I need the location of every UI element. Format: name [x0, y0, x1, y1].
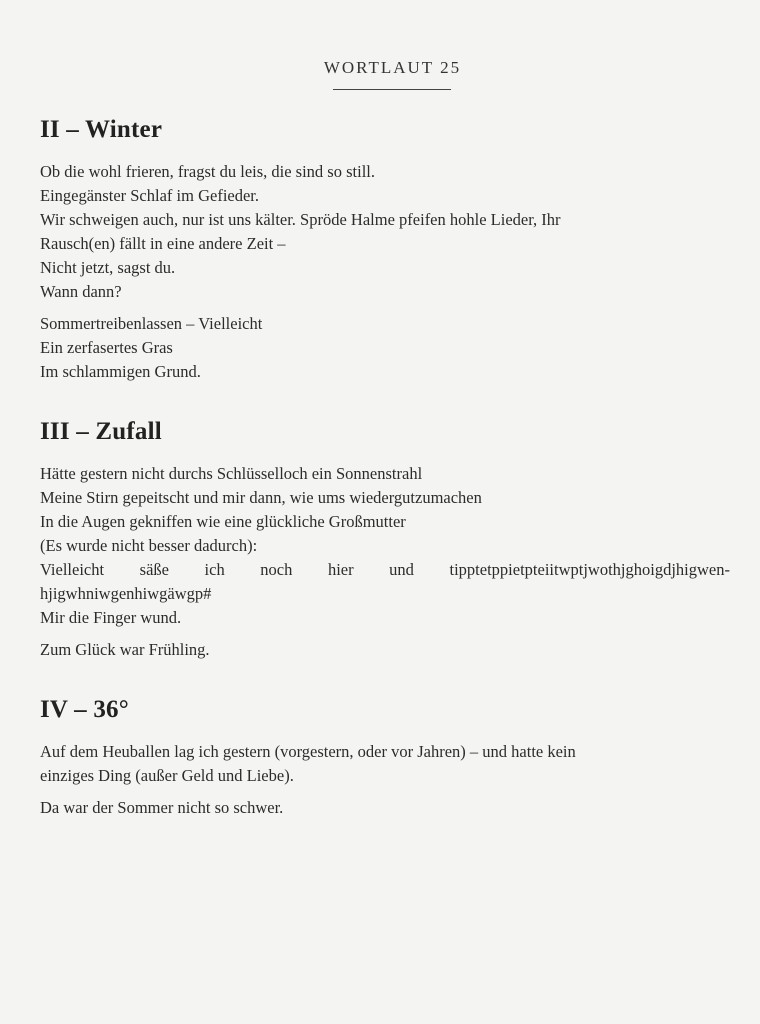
poem-line: Mir die Finger wund.: [40, 608, 182, 627]
poem-line: Meine Stirn gepeitscht und mir dann, wie ums wiedergutzumachen: [40, 488, 482, 507]
poem-line: Eingegänster Schlaf im Gefieder.: [40, 186, 260, 205]
running-head-title: WORTLAUT 25: [323, 58, 462, 77]
section-heading: IV – 36°: [40, 696, 129, 723]
poem-line: Nicht jetzt, sagst du.: [40, 258, 176, 277]
poem-line: Wir schweigen auch, nur ist uns kälter. Spröde Halme pfeifen hohle Lieder, Ihr: [40, 210, 561, 229]
poem-line: Zum Glück war Frühling.: [40, 640, 210, 659]
section-heading: II – Winter: [40, 116, 163, 143]
poem-line: Sommertreibenlassen – Vielleicht: [40, 314, 263, 333]
poem-line: Vielleicht säße ich noch hier und tipptetppietpteiitwptjwothjghoigdjhigwen-: [40, 560, 730, 579]
prose-line: Da war der Sommer nicht so schwer.: [40, 798, 284, 817]
running-head: [0, 58, 760, 90]
poem-line: hjigwhniwgenhiwgäwgp#: [40, 584, 212, 603]
running-head-rule: [333, 89, 451, 90]
poem-line: Im schlammigen Grund.: [40, 362, 201, 381]
stanza: [40, 638, 730, 662]
stanza: [40, 740, 730, 788]
poem-line: Hätte gestern nicht durchs Schlüsselloch ein Sonnenstrahl: [40, 464, 423, 483]
poem-line: (Es wurde nicht besser dadurch):: [40, 536, 258, 555]
stanza: [40, 312, 730, 384]
section-heading: III – Zufall: [40, 418, 162, 445]
prose-line: Auf dem Heuballen lag ich gestern (vorgestern, oder vor Jahren) – und hatte kein: [40, 742, 576, 761]
page-content: [40, 116, 730, 854]
poem-line: In die Augen gekniffen wie eine glückliche Großmutter: [40, 512, 406, 531]
stanza: [40, 160, 730, 304]
poem-line: Wann dann?: [40, 282, 122, 301]
stanza: [40, 462, 730, 630]
stanza: [40, 796, 730, 820]
section-36-degrees: [40, 696, 730, 820]
section-winter: [40, 116, 730, 384]
poem-line: Ob die wohl frieren, fragst du leis, die sind so still.: [40, 162, 375, 181]
section-zufall: [40, 418, 730, 662]
poem-line: Ein zerfasertes Gras: [40, 338, 173, 357]
poem-line: Rausch(en) fällt in eine andere Zeit –: [40, 234, 286, 253]
prose-line: einziges Ding (außer Geld und Liebe).: [40, 766, 294, 785]
